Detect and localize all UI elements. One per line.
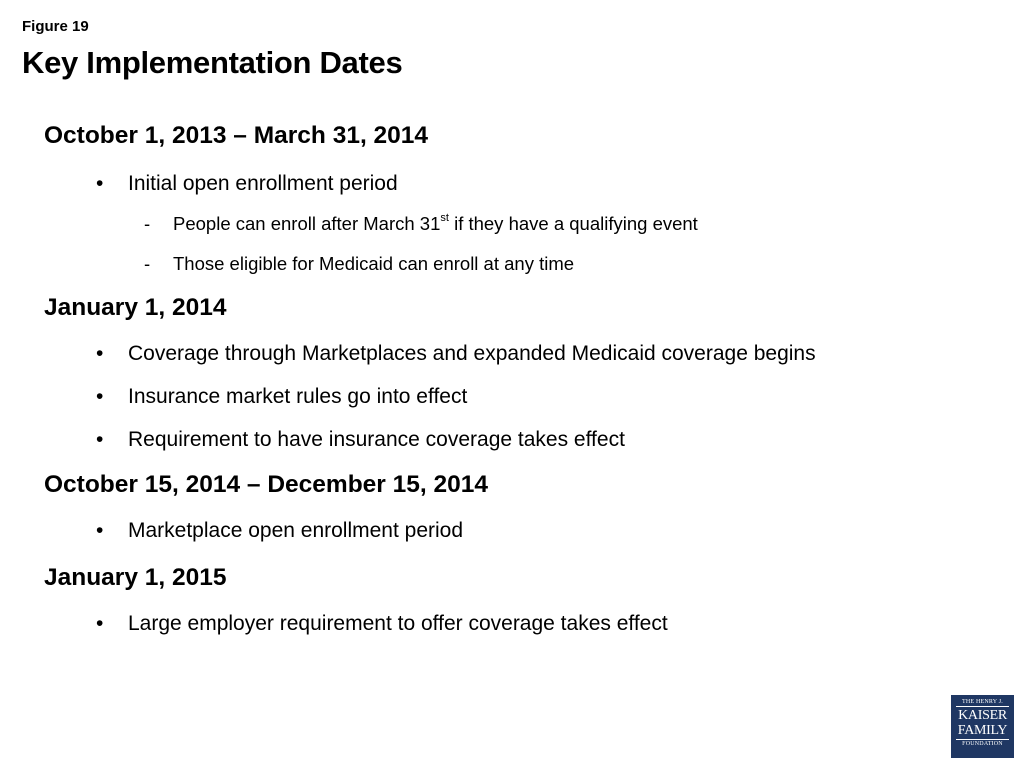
- sub-list-item: [144, 251, 574, 277]
- bullet-icon: •: [96, 172, 104, 195]
- list-item-text: Marketplace open enrollment period: [128, 519, 464, 542]
- list-item-text: Large employer requirement to offer coverage takes effect: [128, 612, 668, 635]
- date-heading-oct-2013: October 1, 2013 – March 31, 2014: [44, 122, 429, 149]
- list-item: [96, 426, 625, 454]
- list-item: [96, 517, 463, 545]
- bullet-icon: •: [96, 612, 104, 635]
- date-heading-oct-2014: October 15, 2014 – December 15, 2014: [44, 471, 489, 498]
- sub-item-text-after: if they have a qualifying event: [448, 213, 698, 234]
- figure-label: Figure 19: [22, 18, 89, 35]
- date-heading-jan-2014: January 1, 2014: [44, 294, 227, 321]
- list-item: [96, 610, 668, 638]
- sub-list-item: [144, 211, 698, 237]
- list-item-text: Coverage through Marketplaces and expanded Medicaid coverage begins: [128, 342, 816, 365]
- bullet-icon: •: [96, 519, 104, 542]
- list-item: [96, 383, 467, 411]
- list-item-text: Initial open enrollment period: [128, 172, 398, 195]
- bullet-icon: •: [96, 342, 104, 365]
- date-heading-jan-2015: January 1, 2015: [44, 564, 227, 591]
- bullet-icon: •: [96, 385, 104, 408]
- logo-line-3: FAMILY: [957, 723, 1008, 738]
- logo-line-4: FOUNDATION: [956, 739, 1009, 748]
- dash-icon: -: [144, 213, 151, 234]
- sub-item-text: Those eligible for Medicaid can enroll at any time: [173, 253, 575, 274]
- bullet-icon: •: [96, 428, 104, 451]
- list-item: [96, 340, 816, 368]
- list-item: [96, 170, 398, 198]
- dash-icon: -: [144, 253, 151, 274]
- kff-logo: [951, 695, 1014, 758]
- list-item-text: Requirement to have insurance coverage takes effect: [128, 428, 625, 451]
- superscript: st: [440, 211, 449, 224]
- page-title: Key Implementation Dates: [22, 45, 403, 80]
- logo-line-1: THE HENRY J.: [956, 698, 1009, 707]
- list-item-text: Insurance market rules go into effect: [128, 385, 468, 408]
- logo-line-2: KAISER: [958, 708, 1007, 723]
- sub-item-text: People can enroll after March 31: [173, 213, 441, 234]
